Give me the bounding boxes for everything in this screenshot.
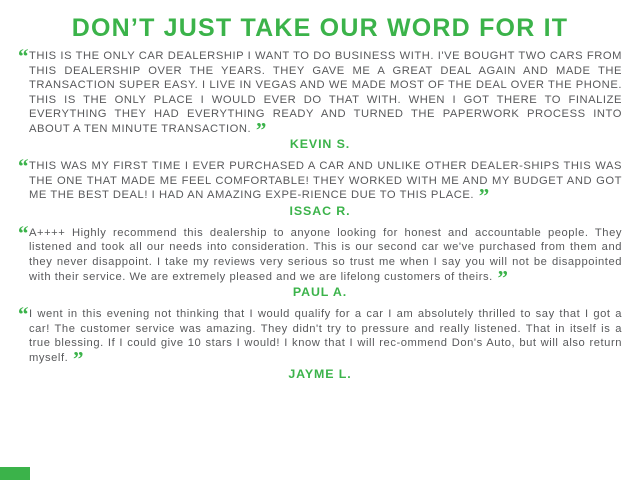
testimonial-quote bbox=[18, 44, 622, 142]
testimonial-item bbox=[18, 154, 622, 218]
open-quote-mark: “ bbox=[18, 154, 30, 178]
testimonial-quote bbox=[18, 220, 622, 290]
close-quote-mark: ” bbox=[478, 184, 490, 209]
testimonial-item bbox=[18, 302, 622, 381]
testimonial-text: A++++ Highly recommend this dealership to anyone looking for honest and accountable people. They listened and took all our needs into consideration. This is our second car we've purchased from them and they never disappoint. I take my reviews very serious so trust me when I say you will not be disappointed with their service. We are extremely pleased and we are lifelong customers of theirs. bbox=[29, 226, 622, 283]
testimonial-author: JAYME L. bbox=[288, 366, 352, 381]
close-quote-mark: ” bbox=[72, 346, 85, 371]
open-quote-mark: “ bbox=[18, 302, 30, 327]
testimonial-quote bbox=[18, 154, 622, 209]
footer-bar-cutout bbox=[30, 467, 640, 480]
testimonial-author: PAUL A. bbox=[292, 285, 348, 300]
testimonial-text: I went in this evening not thinking that I would qualify for a car I am absolutely thrilled to say that I got a car! The customer service was amazing. They didn't try to pressure and really listened. That in itself is a true blessing. If I could give 10 stars I would! I know that I will rec-ommend Don's Auto, but will also return myself. bbox=[29, 308, 622, 364]
testimonial-author: ISSAC R. bbox=[289, 203, 351, 218]
testimonial-quote bbox=[18, 302, 622, 371]
open-quote-mark: “ bbox=[18, 44, 30, 68]
footer-accent-bar bbox=[0, 467, 640, 480]
testimonial-author: KEVIN S. bbox=[289, 137, 351, 151]
testimonial-text: THIS IS THE ONLY CAR DEALERSHIP I WANT TO DO BUSINESS WITH. I'VE BOUGHT TWO CARS FROM THIS DEALERSHIP OVER THE YEARS. THEY GAVE ME A GREAT DEAL AGAIN AND MADE THE TRANSACTION SUPER EASY. I LIVE IN VEGAS AND WE MADE MOST OF THE DEAL OVER THE PHONE. THIS IS THE ONLY PLACE I WOULD EVER DO THAT WITH. WHEN I GOT THERE TO FINALIZE EVERYTHING THEY HAD EVERYTHING READY AND TURNED THE PAPERWORK PROCESS INTO ABOUT A TEN MINUTE TRANSACTION. bbox=[29, 50, 622, 135]
close-quote-mark: ” bbox=[255, 117, 267, 142]
testimonial-text: THIS WAS MY FIRST TIME I EVER PURCHASED A CAR AND UNLIKE OTHER DEALER-SHIPS THIS WAS THE ONE THAT MADE ME FEEL COMFORTABLE! THEY WORKED WITH ME AND MY BUDGET AND GOT ME THE BEST DEAL! I HAD AN AMAZING EXPE-RIENCE DUE TO THIS PLACE. bbox=[29, 160, 622, 202]
page-title: DON’T JUST TAKE OUR WORD FOR IT bbox=[71, 14, 569, 42]
open-quote-mark: “ bbox=[18, 220, 30, 245]
testimonial-item bbox=[18, 220, 622, 300]
testimonial-item bbox=[18, 44, 622, 151]
close-quote-mark: ” bbox=[497, 265, 509, 290]
